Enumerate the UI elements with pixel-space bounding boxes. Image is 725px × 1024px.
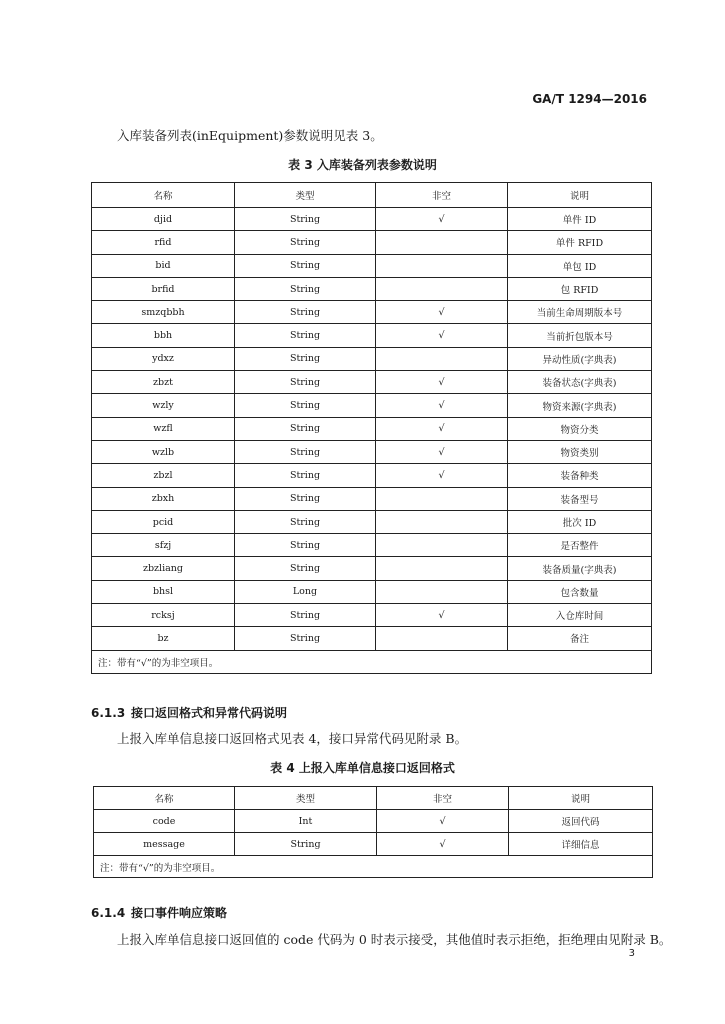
table-cell: √ <box>376 371 508 394</box>
section-number: 6.1.3 <box>91 706 126 720</box>
table-cell <box>376 347 508 370</box>
section-6-1-4-paragraph: 上报入库单信息接口返回值的 code 代码为 0 时表示接受，其他值时表示拒绝，拒绝理由见附录 B。 <box>117 932 672 947</box>
table-cell: √ <box>377 833 509 856</box>
table-cell: rfid <box>92 231 235 254</box>
table-cell: 包含数量 <box>508 580 652 603</box>
table-cell: zbzl <box>92 464 235 487</box>
table-cell: bz <box>92 627 235 650</box>
table-cell: String <box>235 440 376 463</box>
table3-row <box>92 231 652 254</box>
table3-row <box>92 510 652 533</box>
table-cell: 装备种类 <box>508 464 652 487</box>
table3-header-cell: 名称 <box>92 183 235 208</box>
table-cell: 当前生命周期版本号 <box>508 301 652 324</box>
table-cell: 详细信息 <box>509 833 653 856</box>
table-cell: String <box>235 510 376 533</box>
table3-row <box>92 464 652 487</box>
table3-row <box>92 487 652 510</box>
table-cell: zbxh <box>92 487 235 510</box>
table-cell <box>376 534 508 557</box>
table-cell: message <box>94 833 235 856</box>
table-cell: String <box>235 277 376 300</box>
table-cell <box>376 231 508 254</box>
table-cell: √ <box>376 464 508 487</box>
table-cell <box>376 627 508 650</box>
table3-caption: 表 3 入库装备列表参数说明 <box>288 158 437 172</box>
table-cell: zbzt <box>92 371 235 394</box>
table-cell: bbh <box>92 324 235 347</box>
table4-row <box>94 833 653 856</box>
table-cell: bid <box>92 254 235 277</box>
table-cell: String <box>235 417 376 440</box>
standard-number: GA/T 1294—2016 <box>532 92 647 106</box>
table3-row <box>92 580 652 603</box>
table3-row <box>92 254 652 277</box>
table-cell: 入仓库时间 <box>508 604 652 627</box>
table3-row <box>92 347 652 370</box>
table-cell: 单件 RFID <box>508 231 652 254</box>
table-cell: √ <box>376 394 508 417</box>
table-cell <box>376 277 508 300</box>
table-cell <box>376 254 508 277</box>
table-cell: 物资类别 <box>508 440 652 463</box>
intro-paragraph: 入库装备列表(inEquipment)参数说明见表 3。 <box>117 128 383 143</box>
table-cell <box>376 487 508 510</box>
table-cell: 是否整件 <box>508 534 652 557</box>
table3-row <box>92 440 652 463</box>
section-6-1-4-heading <box>91 904 227 921</box>
table-cell: String <box>235 394 376 417</box>
table-cell: String <box>235 208 376 231</box>
table-cell: Int <box>235 810 377 833</box>
table-cell: sfzj <box>92 534 235 557</box>
table-cell: String <box>235 487 376 510</box>
table3-header-row <box>92 183 652 208</box>
table-cell: 装备质量(字典表) <box>508 557 652 580</box>
table3-row <box>92 394 652 417</box>
table-cell: rcksj <box>92 604 235 627</box>
table-cell: 异动性质(字典表) <box>508 347 652 370</box>
section-number: 6.1.4 <box>91 906 126 920</box>
table4-header-cell: 非空 <box>377 787 509 810</box>
table-cell: wzly <box>92 394 235 417</box>
table4-header-cell: 说明 <box>509 787 653 810</box>
table-cell: bhsl <box>92 580 235 603</box>
table4-row <box>94 810 653 833</box>
table-cell: 单件 ID <box>508 208 652 231</box>
table-cell: String <box>235 347 376 370</box>
table-cell: Long <box>235 580 376 603</box>
table3-row <box>92 604 652 627</box>
table3-row <box>92 324 652 347</box>
table3-row <box>92 417 652 440</box>
table3-row <box>92 627 652 650</box>
table-cell: djid <box>92 208 235 231</box>
table-cell: 包 RFID <box>508 277 652 300</box>
table-cell: 当前折包版本号 <box>508 324 652 347</box>
table-cell: √ <box>376 208 508 231</box>
table-cell: 备注 <box>508 627 652 650</box>
table-cell: String <box>235 604 376 627</box>
table-cell: String <box>235 371 376 394</box>
table-cell: String <box>235 301 376 324</box>
table4-note: 注：带有“√”的为非空项目。 <box>94 856 653 878</box>
table-cell: ydxz <box>92 347 235 370</box>
page-number: 3 <box>628 948 635 959</box>
table-cell: String <box>235 324 376 347</box>
table-cell: String <box>235 557 376 580</box>
table-cell: √ <box>376 417 508 440</box>
table-cell: String <box>235 254 376 277</box>
table4-header-cell: 名称 <box>94 787 235 810</box>
table-cell: √ <box>376 301 508 324</box>
table3-header-cell: 类型 <box>235 183 376 208</box>
table-cell: pcid <box>92 510 235 533</box>
table3-header-cell: 非空 <box>376 183 508 208</box>
table-cell: smzqbbh <box>92 301 235 324</box>
section-title: 接口事件响应策略 <box>131 906 228 920</box>
table-cell: zbzliang <box>92 557 235 580</box>
table-cell: √ <box>376 324 508 347</box>
table-cell: 装备型号 <box>508 487 652 510</box>
table-cell: wzlb <box>92 440 235 463</box>
section-6-1-3-heading <box>91 704 287 721</box>
table3-row <box>92 534 652 557</box>
table-cell: String <box>235 627 376 650</box>
table3-row <box>92 277 652 300</box>
table4 <box>93 786 653 878</box>
table4-header-row <box>94 787 653 810</box>
table4-note-row <box>94 856 653 878</box>
table-cell: √ <box>376 604 508 627</box>
table-cell <box>376 580 508 603</box>
table-cell: wzfl <box>92 417 235 440</box>
table3-note: 注：带有“√”的为非空项目。 <box>92 650 652 673</box>
table-cell: String <box>235 231 376 254</box>
table4-header-cell: 类型 <box>235 787 377 810</box>
table3-row <box>92 208 652 231</box>
section-title: 接口返回格式和异常代码说明 <box>131 706 288 720</box>
table3-note-row <box>92 650 652 673</box>
section-6-1-3-paragraph: 上报入库单信息接口返回格式见表 4，接口异常代码见附录 B。 <box>117 731 468 746</box>
table3-header-cell: 说明 <box>508 183 652 208</box>
table-cell <box>376 557 508 580</box>
table-cell: 物资分类 <box>508 417 652 440</box>
table-cell: √ <box>376 440 508 463</box>
table4-caption: 表 4 上报入库单信息接口返回格式 <box>270 761 455 775</box>
table-cell: code <box>94 810 235 833</box>
table-cell: 返回代码 <box>509 810 653 833</box>
table-cell <box>376 510 508 533</box>
table-cell: brfid <box>92 277 235 300</box>
table-cell: String <box>235 464 376 487</box>
table-cell: √ <box>377 810 509 833</box>
table3-row <box>92 557 652 580</box>
table-cell: 装备状态(字典表) <box>508 371 652 394</box>
table-cell: String <box>235 534 376 557</box>
table-cell: 单包 ID <box>508 254 652 277</box>
table-cell: 批次 ID <box>508 510 652 533</box>
table3-row <box>92 301 652 324</box>
table-cell: String <box>235 833 377 856</box>
table3-row <box>92 371 652 394</box>
table-cell: 物资来源(字典表) <box>508 394 652 417</box>
table3 <box>91 182 652 674</box>
